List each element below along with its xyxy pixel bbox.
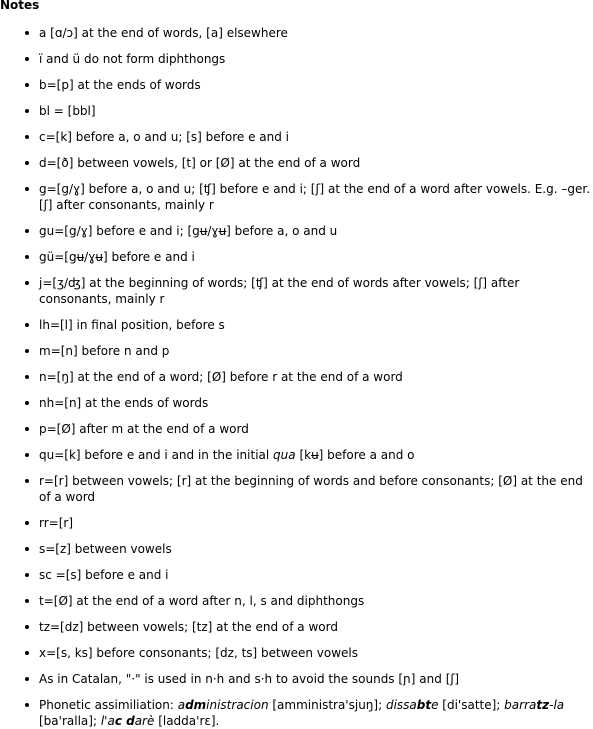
note-text: l'a: [100, 714, 115, 728]
note-text: bt: [416, 698, 432, 712]
note-text: qua: [273, 448, 296, 462]
note-item: [39, 567, 593, 583]
note-text: tz=[dz] between vowels; [tz] at the end of a word: [39, 620, 338, 634]
note-text: [ba'ralla];: [39, 714, 101, 728]
note-item: [39, 181, 593, 213]
note-item: [39, 395, 593, 411]
note-item: [39, 541, 593, 557]
note-item: [39, 77, 593, 93]
note-item: [39, 223, 593, 239]
note-text: arè: [134, 714, 155, 728]
note-item: [39, 671, 593, 687]
note-text: [ladda'rɛ].: [154, 714, 220, 728]
note-text: t=[Ø] at the end of a word after n, l, s and diphthongs: [39, 594, 365, 608]
note-item: [39, 129, 593, 145]
note-text: s=[z] between vowels: [39, 542, 172, 556]
note-text: j=[ʒ/ʤ] at the beginning of words; [ʧ] at the end of words after vowels; [ʃ] after consonants, mainly r: [39, 276, 520, 306]
note-item: [39, 515, 593, 531]
note-text: rr=[r]: [39, 516, 74, 530]
note-item: [39, 343, 593, 359]
notes-heading: Notes: [0, 0, 40, 12]
note-text: e: [431, 698, 439, 712]
note-item: [39, 593, 593, 609]
note-text: g=[g/ɣ] before a, o and u; [ʧ] before e and i; [ʃ] at the end of a word after vowels. E.g. –ger. [ʃ] after consonants, mainly r: [39, 182, 591, 212]
note-item: [39, 697, 593, 729]
note-text: a: [177, 698, 186, 712]
note-text: x=[s, ks] before consonants; [dz, ts] between vowels: [39, 646, 358, 660]
note-text: ï and ü do not form diphthongs: [39, 52, 226, 66]
note-text: c d: [114, 714, 135, 728]
note-text: gu=[g/ɣ] before e and i; [gʉ/ɣʉ] before a, o and u: [39, 224, 338, 238]
note-text: b=[p] at the ends of words: [39, 78, 201, 92]
note-text: dm: [185, 698, 207, 712]
note-text: inistracion: [206, 698, 269, 712]
note-text: tz: [536, 698, 550, 712]
note-text: n=[ŋ] at the end of a word; [Ø] before r at the end of a word: [39, 370, 403, 384]
note-text: a [ɑ/ɔ] at the end of words, [a] elsewhere: [39, 26, 288, 40]
note-text: barra: [504, 698, 537, 712]
note-item: [39, 317, 593, 333]
note-text: gü=[gʉ/ɣʉ] before e and i: [39, 250, 195, 264]
note-item: [39, 249, 593, 265]
note-item: [39, 447, 593, 463]
note-text: bl = [bbl]: [39, 104, 96, 118]
note-text: As in Catalan, "·" is used in n·h and s·h to avoid the sounds [ɲ] and [ʃ]: [39, 672, 460, 686]
note-text: Phonetic assimiliation:: [39, 698, 178, 712]
note-item: [39, 645, 593, 661]
note-text: qu=[k] before e and i and in the initial: [39, 448, 274, 462]
note-item: [39, 619, 593, 635]
note-item: [39, 473, 593, 505]
note-text: sc =[s] before e and i: [39, 568, 169, 582]
note-item: [39, 51, 593, 67]
note-text: lh=[l] in final position, before s: [39, 318, 225, 332]
note-text: nh=[n] at the ends of words: [39, 396, 209, 410]
note-text: m=[n] before n and p: [39, 344, 170, 358]
note-text: dissa: [385, 698, 417, 712]
note-text: [amministra'sjuŋ];: [268, 698, 386, 712]
note-text: r=[r] between vowels; [r] at the beginning of words and before consonants; [Ø] at the end of a word: [39, 474, 583, 504]
note-text: [di'satte];: [438, 698, 505, 712]
note-item: [39, 275, 593, 307]
note-text: c=[k] before a, o and u; [s] before e and i: [39, 130, 289, 144]
note-item: [39, 421, 593, 437]
note-text: p=[Ø] after m at the end of a word: [39, 422, 249, 436]
note-item: [39, 25, 593, 41]
note-item: [39, 369, 593, 385]
note-text: d=[ð] between vowels, [t] or [Ø] at the end of a word: [39, 156, 361, 170]
note-item: [39, 155, 593, 171]
note-item: [39, 103, 593, 119]
note-text: -la: [549, 698, 565, 712]
note-text: [kʉ] before a and o: [295, 448, 415, 462]
